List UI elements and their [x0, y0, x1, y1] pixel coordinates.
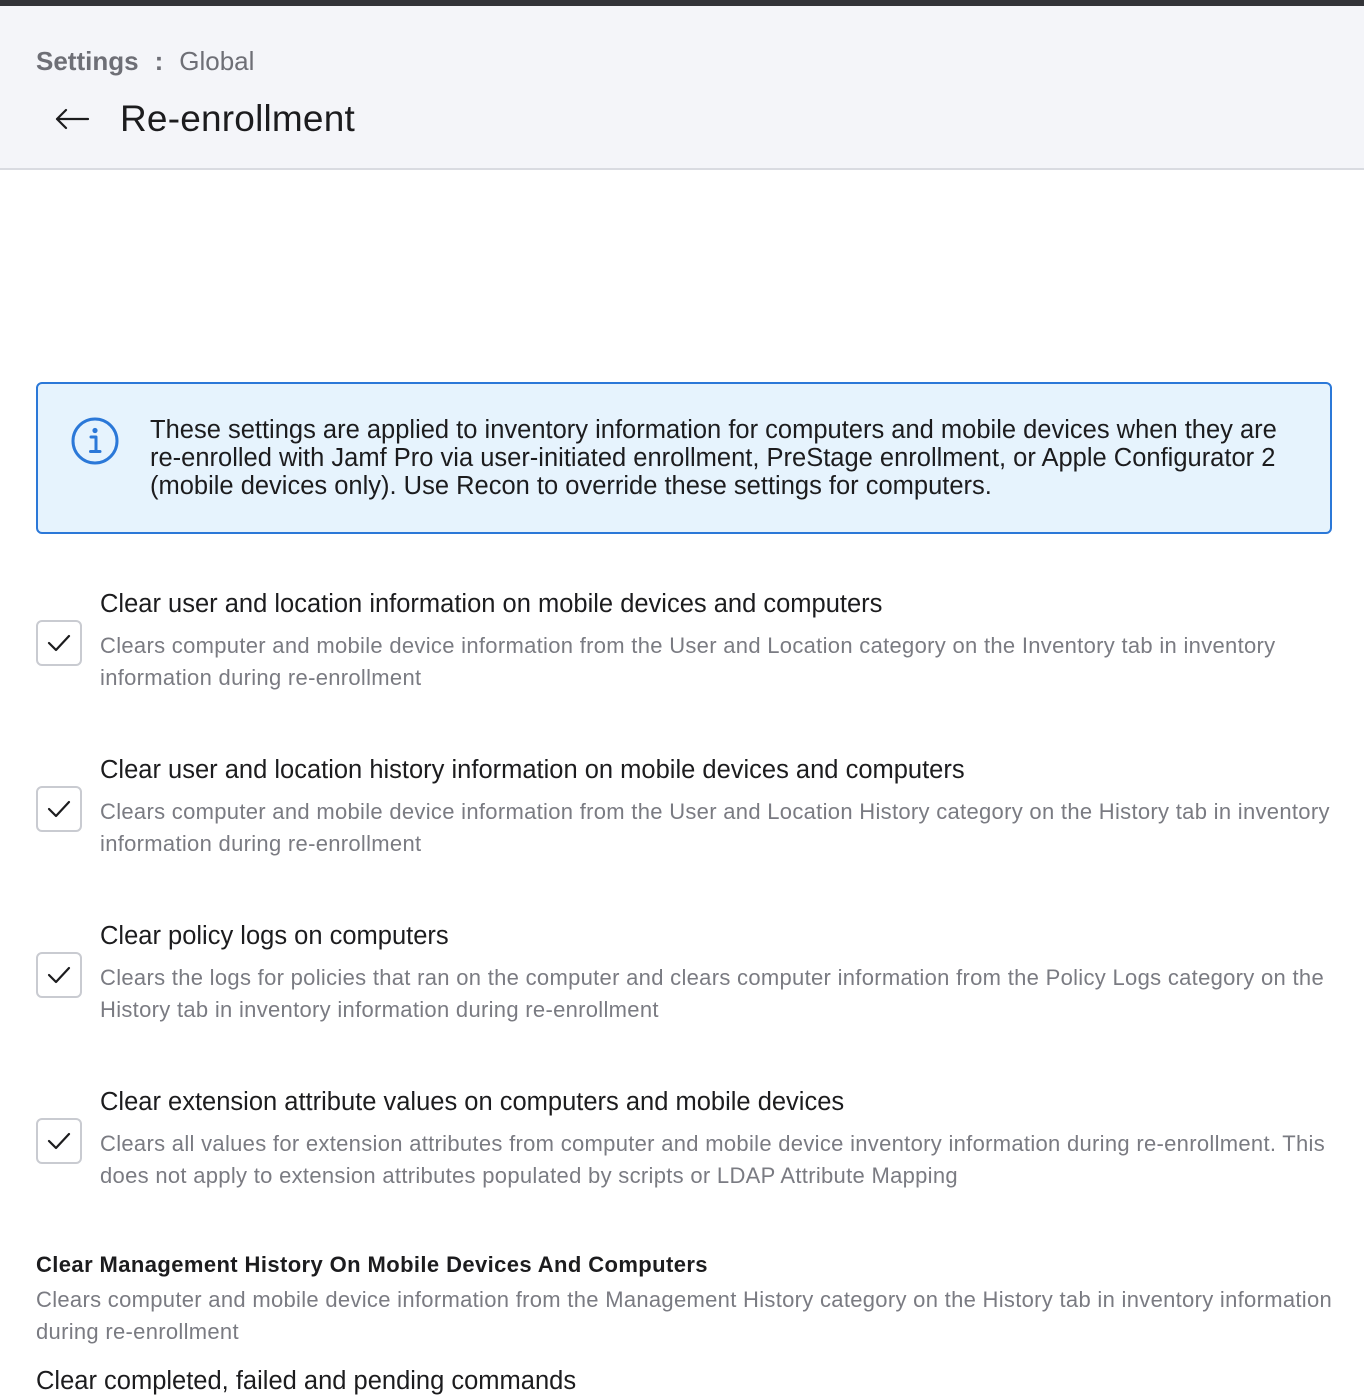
option-description: Clears all values for extension attributes from computer and mobile device inventory information during re-enrollment. This does not apply to extension attributes populated by scripts or LDAP Attribute Mapping: [100, 1131, 1326, 1188]
breadcrumb-global-link[interactable]: Global: [179, 46, 255, 76]
info-icon: [70, 416, 120, 466]
checkmark-icon: [47, 799, 71, 819]
arrow-left-icon: [54, 107, 90, 131]
info-banner: [36, 382, 1332, 534]
management-history-description: Clears computer and mobile device information from the Management History category on the History tab in inventory information during re-enrollment: [36, 1287, 1333, 1344]
checkbox-clear-user-location-history[interactable]: [36, 786, 82, 832]
checkmark-icon: [47, 633, 71, 653]
info-text: These settings are applied to inventory information for computers and mobile devices when they are re-enrolled with Jamf Pro via user-initiated enrollment, PreStage enrollment, or Apple Configurator 2 (mobile devices only). Use Recon to override these settings for computers.: [150, 416, 1277, 500]
management-history-heading: Clear Management History On Mobile Devices And Computers: [36, 1252, 708, 1277]
option-title: Clear extension attribute values on computers and mobile devices: [100, 1088, 845, 1116]
title-row: [52, 98, 355, 140]
back-button[interactable]: [52, 99, 92, 139]
page-title: Re-enrollment: [120, 98, 355, 139]
option-description: Clears computer and mobile device information from the User and Location category on the Inventory tab in inventory information during re-enrollment: [100, 633, 1276, 690]
checkbox-clear-policy-logs[interactable]: [36, 952, 82, 998]
breadcrumb-separator: :: [154, 46, 164, 76]
page-header: [0, 6, 1364, 170]
clear-commands-option-label[interactable]: Clear completed, failed and pending commands: [36, 1367, 577, 1395]
checkbox-clear-user-location[interactable]: [36, 620, 82, 666]
option-title: Clear user and location information on mobile devices and computers: [100, 590, 883, 618]
checkbox-clear-extension-attributes[interactable]: [36, 1118, 82, 1164]
option-title: Clear user and location history information on mobile devices and computers: [100, 756, 965, 784]
breadcrumb-settings-link[interactable]: Settings: [36, 46, 139, 76]
option-title: Clear policy logs on computers: [100, 922, 449, 950]
option-description: Clears computer and mobile device information from the User and Location History category on the History tab in inventory information during re-enrollment: [100, 799, 1330, 856]
checkmark-icon: [47, 1131, 71, 1151]
checkmark-icon: [47, 965, 71, 985]
option-description: Clears the logs for policies that ran on the computer and clears computer information from the Policy Logs category on the History tab in inventory information during re-enrollment: [100, 965, 1324, 1022]
breadcrumb: [36, 46, 254, 77]
